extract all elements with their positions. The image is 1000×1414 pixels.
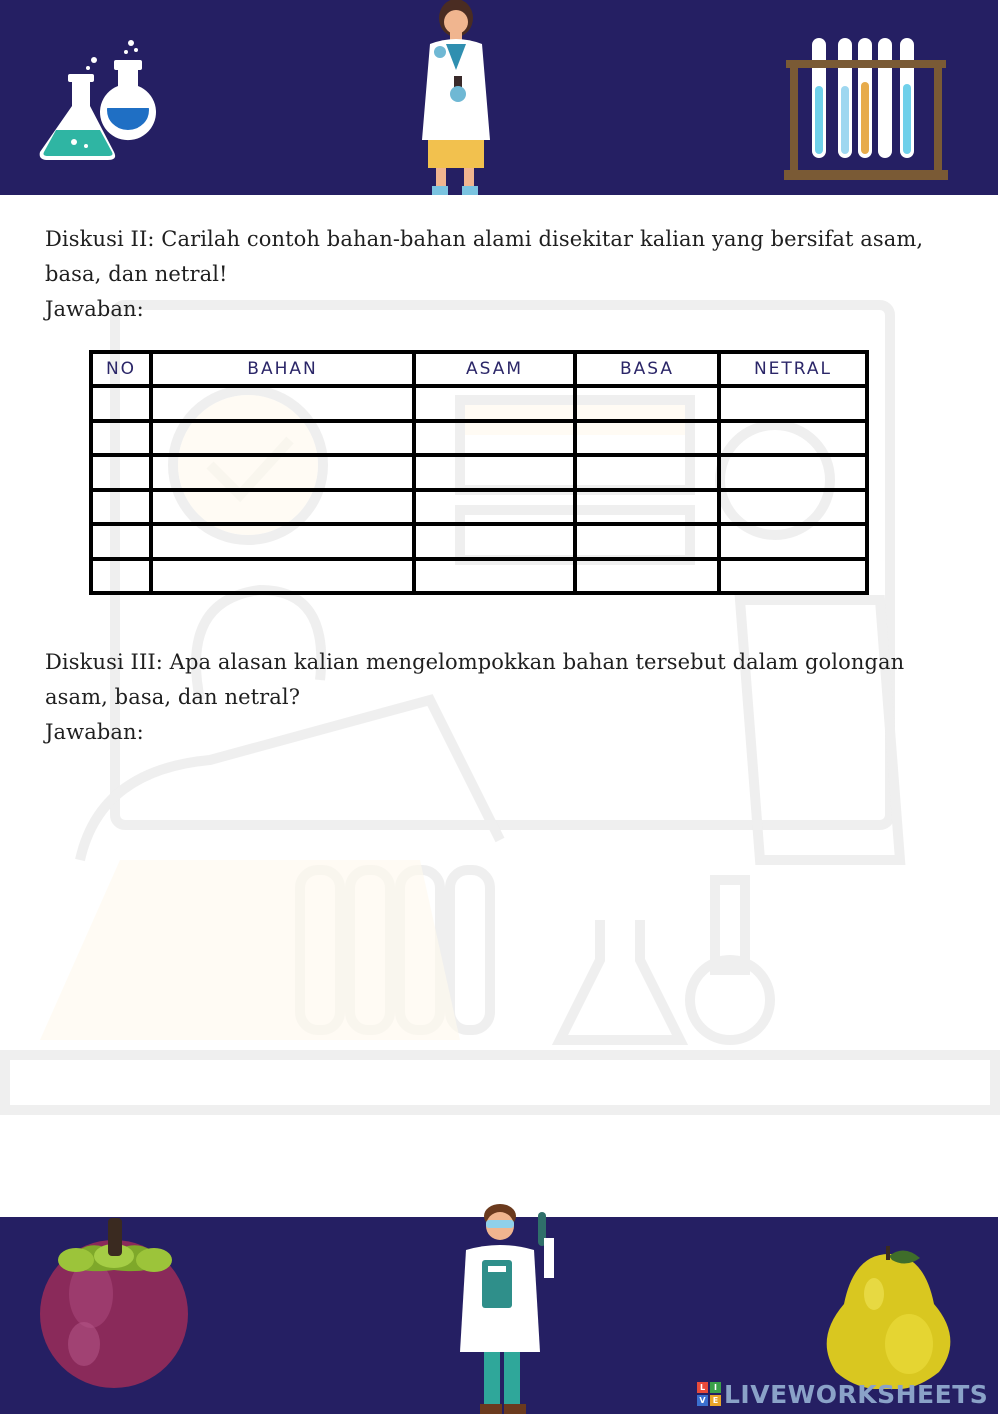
cell-no[interactable] — [91, 421, 151, 456]
table-row — [91, 559, 867, 594]
cell-no[interactable] — [91, 524, 151, 559]
cell-no[interactable] — [91, 559, 151, 594]
cell-asam[interactable] — [414, 490, 575, 525]
cell-asam[interactable] — [414, 524, 575, 559]
logo-letter: I — [710, 1382, 721, 1393]
test-tube-rack-icon — [784, 38, 949, 180]
header-no: NO — [91, 352, 151, 386]
cell-basa[interactable] — [575, 421, 719, 456]
logo-letter: L — [697, 1382, 708, 1393]
cell-no[interactable] — [91, 490, 151, 525]
chemistry-flasks-icon — [36, 38, 161, 163]
cell-bahan[interactable] — [151, 386, 414, 421]
header-netral: NETRAL — [719, 352, 867, 386]
cell-asam[interactable] — [414, 455, 575, 490]
table-header-row — [91, 352, 867, 386]
logo-letter: E — [710, 1395, 721, 1406]
logo-letter: V — [697, 1395, 708, 1406]
cell-basa[interactable] — [575, 490, 719, 525]
cell-netral[interactable] — [719, 455, 867, 490]
discussion-3-answer-label: Jawaban: — [45, 720, 144, 744]
cell-basa[interactable] — [575, 524, 719, 559]
cell-asam[interactable] — [414, 559, 575, 594]
cell-asam[interactable] — [414, 421, 575, 456]
cell-basa[interactable] — [575, 455, 719, 490]
cell-bahan[interactable] — [151, 524, 414, 559]
table-row — [91, 421, 867, 456]
liveworksheets-brand — [697, 1378, 988, 1410]
cell-netral[interactable] — [719, 490, 867, 525]
cell-basa[interactable] — [575, 559, 719, 594]
cell-netral[interactable] — [719, 421, 867, 456]
scientist-man-illustration — [452, 1202, 562, 1414]
discussion-2-answer-label: Jawaban: — [45, 297, 144, 321]
scientist-woman-illustration — [410, 0, 500, 195]
table-row — [91, 490, 867, 525]
header-basa: BASA — [575, 352, 719, 386]
cell-netral[interactable] — [719, 524, 867, 559]
discussion-3-block — [45, 645, 965, 750]
cell-bahan[interactable] — [151, 490, 414, 525]
mangosteen-illustration — [36, 1214, 196, 1389]
cell-bahan[interactable] — [151, 559, 414, 594]
brand-name: LIVEWORKSHEETS — [724, 1379, 989, 1409]
cell-asam[interactable] — [414, 386, 575, 421]
table-row — [91, 524, 867, 559]
brand-logo-icon — [697, 1382, 721, 1406]
cell-no[interactable] — [91, 455, 151, 490]
table-row — [91, 386, 867, 421]
discussion-2-question: Diskusi II: Carilah contoh bahan-bahan alami disekitar kalian yang bersifat asam, basa, dan netral! — [45, 227, 924, 286]
cell-bahan[interactable] — [151, 455, 414, 490]
answer-table — [89, 350, 869, 595]
cell-basa[interactable] — [575, 386, 719, 421]
cell-no[interactable] — [91, 386, 151, 421]
cell-netral[interactable] — [719, 386, 867, 421]
discussion-2-block — [45, 222, 965, 327]
discussion-3-question: Diskusi III: Apa alasan kalian mengelompokkan bahan tersebut dalam golongan asam, basa, dan netral? — [45, 650, 905, 709]
header-bahan: BAHAN — [151, 352, 414, 386]
table-row — [91, 455, 867, 490]
header-asam: ASAM — [414, 352, 575, 386]
pomelo-illustration — [814, 1244, 964, 1389]
cell-netral[interactable] — [719, 559, 867, 594]
cell-bahan[interactable] — [151, 421, 414, 456]
